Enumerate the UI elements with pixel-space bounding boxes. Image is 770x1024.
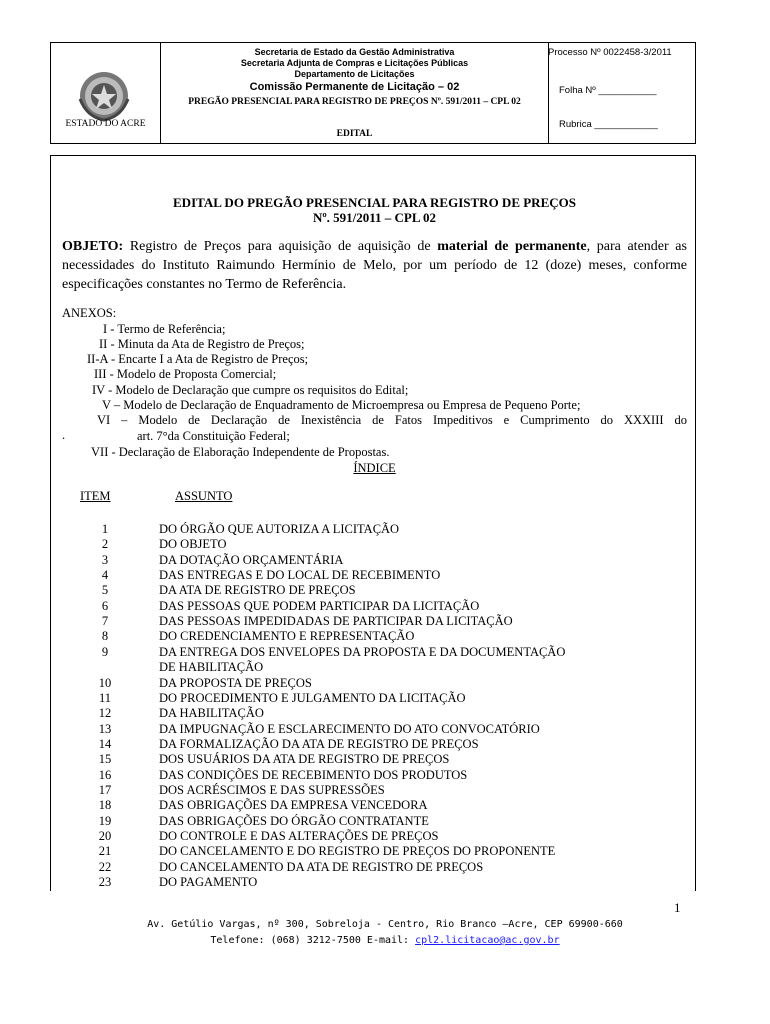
index-item-number: 17 (98, 783, 112, 797)
anexo-item: II - Minuta da Ata de Registro de Preços; (99, 337, 305, 351)
footer-contact (0, 935, 770, 946)
anexo-item: V – Modelo de Declaração de Enquadramento de Microempresa ou Empresa de Pequeno Porte; (102, 398, 581, 412)
anexos-label: ANEXOS: (62, 306, 117, 320)
index-row (62, 599, 687, 614)
objeto-text: Registro de Preços para aquisição de aquisição de (123, 239, 438, 254)
index-row (62, 706, 687, 721)
folha-field: Folha Nº ___________ (559, 85, 657, 96)
index-row (62, 829, 687, 844)
pregao-title: PREGÃO PRESENCIAL PARA REGISTRO DE PREÇOS Nº. 591/2011 – CPL 02 (188, 97, 521, 107)
index-row (62, 752, 687, 767)
email-link[interactable]: cpl2.licitacao@ac.gov.br (415, 935, 560, 946)
footer-phone: Telefone: (068) 3212-7500 E-mail: (210, 935, 416, 946)
index-item-number: 9 (101, 644, 109, 659)
document-header (50, 42, 696, 144)
index-item-subject: DA DOTAÇÃO ORÇAMENTÁRIA (159, 552, 344, 567)
anexo-item: III - Modelo de Proposta Comercial; (94, 367, 277, 381)
index-item-subject: DOS ACRÉSCIMOS E DAS SUPRESSÕES (159, 783, 385, 797)
state-label: ESTADO DO ACRE (65, 119, 146, 129)
index-item-subject: DO OBJETO (159, 537, 227, 552)
state-seal-icon (77, 69, 131, 123)
index-item-subject: DA PROPOSTA DE PREÇOS (159, 675, 312, 690)
anexo-item: VI – Modelo de Declaração de Inexistência de Fatos Impeditivos e Cumprimento do XXXIII do (97, 413, 687, 427)
index-item-number: 1 (101, 522, 109, 536)
anexo-item: I - Termo de Referência; (103, 322, 226, 336)
page-number: 1 (674, 900, 681, 915)
index-item-number: 12 (98, 706, 112, 721)
index-item-number: 23 (98, 875, 112, 889)
index-row (62, 568, 687, 583)
index-item-subject: DAS OBRIGAÇÕES DO ÓRGÃO CONTRATANTE (159, 813, 429, 828)
anexo-item: IV - Modelo de Declaração que cumpre os requisitos do Edital; (92, 383, 409, 397)
index-item-number: 16 (98, 767, 112, 782)
index-row (62, 537, 687, 552)
index-item-number: 11 (98, 690, 112, 705)
objeto-text-cont: , para atender as necessidades do Instituto Raimundo Hermínio de Melo, por um período de 12 (doze) meses, conforme especificações constantes no Termo de Referência. (62, 239, 687, 292)
edital-label: EDITAL (336, 129, 373, 139)
index-row (62, 844, 687, 859)
index-row (62, 522, 687, 537)
index-item-number: 15 (98, 752, 112, 767)
index-row (62, 676, 687, 691)
index-row (62, 768, 687, 783)
index-row (62, 629, 687, 644)
objeto-bold: material de permanente (437, 239, 587, 254)
index-row (62, 660, 687, 675)
index-row (62, 553, 687, 568)
index-row (62, 875, 687, 890)
processo-number: Processo Nº 0022458-3/2011 (548, 47, 672, 58)
col-assunto-header: ASSUNTO (175, 489, 233, 503)
objeto-paragraph (62, 237, 687, 294)
index-item-subject: DAS OBRIGAÇÕES DA EMPRESA VENCEDORA (159, 798, 428, 813)
objeto-label: OBJETO: (62, 239, 124, 254)
secretaria-adjunta: Secretaria Adjunta de Compras e Licitações Públicas (240, 58, 469, 68)
col-item-header: ITEM (80, 489, 111, 503)
index-item-subject: DO ÓRGÃO QUE AUTORIZA A LICITAÇÃO (159, 522, 400, 536)
index-item-subject: DA HABILITAÇÃO (159, 706, 264, 721)
anexo-dot: . (62, 428, 66, 442)
index-row (62, 614, 687, 629)
index-item-subject: DA FORMALIZAÇÃO DA ATA DE REGISTRO DE PREÇOS (159, 736, 479, 751)
index-row (62, 691, 687, 706)
index-item-number: 14 (98, 736, 112, 751)
document-title: EDITAL DO PREGÃO PRESENCIAL PARA REGISTRO DE PREÇOS (173, 195, 576, 210)
index-row (62, 583, 687, 598)
departamento: Departamento de Licitações (294, 69, 415, 79)
anexo-item-cont: art. 7°da Constituição Federal; (137, 429, 290, 443)
index-item-number: 21 (98, 844, 112, 859)
index-item-number: 8 (101, 629, 109, 644)
index-item-subject: DA IMPUGNAÇÃO E ESCLARECIMENTO DO ATO CONVOCATÓRIO (159, 721, 540, 736)
index-row (62, 722, 687, 737)
index-row (62, 814, 687, 829)
indice-heading: ÍNDICE (353, 461, 396, 475)
index-row (62, 783, 687, 798)
index-row (62, 798, 687, 813)
anexo-item: VII - Declaração de Elaboração Independente de Propostas. (91, 445, 390, 459)
index-item-number: 5 (101, 583, 109, 598)
index-item-number: 6 (101, 598, 109, 613)
index-item-number: 18 (98, 798, 112, 813)
comissao: Comissão Permanente de Licitação – 02 (249, 81, 460, 93)
rubrica-field: Rubrica ____________ (559, 119, 658, 130)
index-item-subject: DOS USUÁRIOS DA ATA DE REGISTRO DE PREÇOS (159, 752, 450, 767)
document-subtitle: Nº. 591/2011 – CPL 02 (312, 210, 437, 225)
index-row (62, 645, 687, 660)
index-item-number: 4 (101, 568, 109, 583)
index-item-subject: DAS PESSOAS QUE PODEM PARTICIPAR DA LICITAÇÃO (159, 598, 480, 613)
index-item-number: 19 (98, 813, 112, 828)
index-item-subject: DO CONTROLE E DAS ALTERAÇÕES DE PREÇOS (159, 829, 439, 843)
anexo-item: II-A - Encarte I a Ata de Registro de Preços; (87, 352, 309, 366)
index-item-subject: DO CANCELAMENTO DA ATA DE REGISTRO DE PREÇOS (159, 859, 484, 874)
index-item-subject: DE HABILITAÇÃO (159, 660, 264, 675)
index-item-number: 13 (98, 721, 112, 736)
index-item-number: 22 (98, 859, 112, 874)
footer-address: Av. Getúlio Vargas, nº 300, Sobreloja - Centro, Rio Branco –Acre, CEP 69900-660 (147, 919, 623, 930)
index-row (62, 860, 687, 875)
secretaria: Secretaria de Estado da Gestão Administrativa (254, 47, 455, 57)
index-item-number: 20 (98, 829, 112, 843)
index-item-subject: DAS CONDIÇÕES DE RECEBIMENTO DOS PRODUTOS (159, 767, 468, 782)
index-item-subject: DA ATA DE REGISTRO DE PREÇOS (159, 583, 356, 598)
index-item-subject: DAS ENTREGAS E DO LOCAL DE RECEBIMENTO (159, 568, 441, 583)
index-item-subject: DO PROCEDIMENTO E JULGAMENTO DA LICITAÇÃO (159, 690, 466, 705)
index-item-subject: DO CANCELAMENTO E DO REGISTRO DE PREÇOS DO PROPONENTE (159, 844, 556, 859)
index-item-number: 10 (98, 675, 112, 690)
index-item-subject: DA ENTREGA DOS ENVELOPES DA PROPOSTA E DA DOCUMENTAÇÃO (159, 644, 566, 659)
index-item-number: 3 (101, 552, 109, 567)
index-row (62, 737, 687, 752)
index-item-subject: DO CREDENCIAMENTO E REPRESENTAÇÃO (159, 629, 415, 644)
index-item-subject: DO PAGAMENTO (159, 875, 258, 889)
index-item-number: 2 (101, 537, 109, 552)
index-item-subject: DAS PESSOAS IMPEDIDADAS DE PARTICIPAR DA LICITAÇÃO (159, 614, 513, 629)
document-body (50, 155, 696, 891)
index-item-number: 7 (101, 614, 109, 629)
